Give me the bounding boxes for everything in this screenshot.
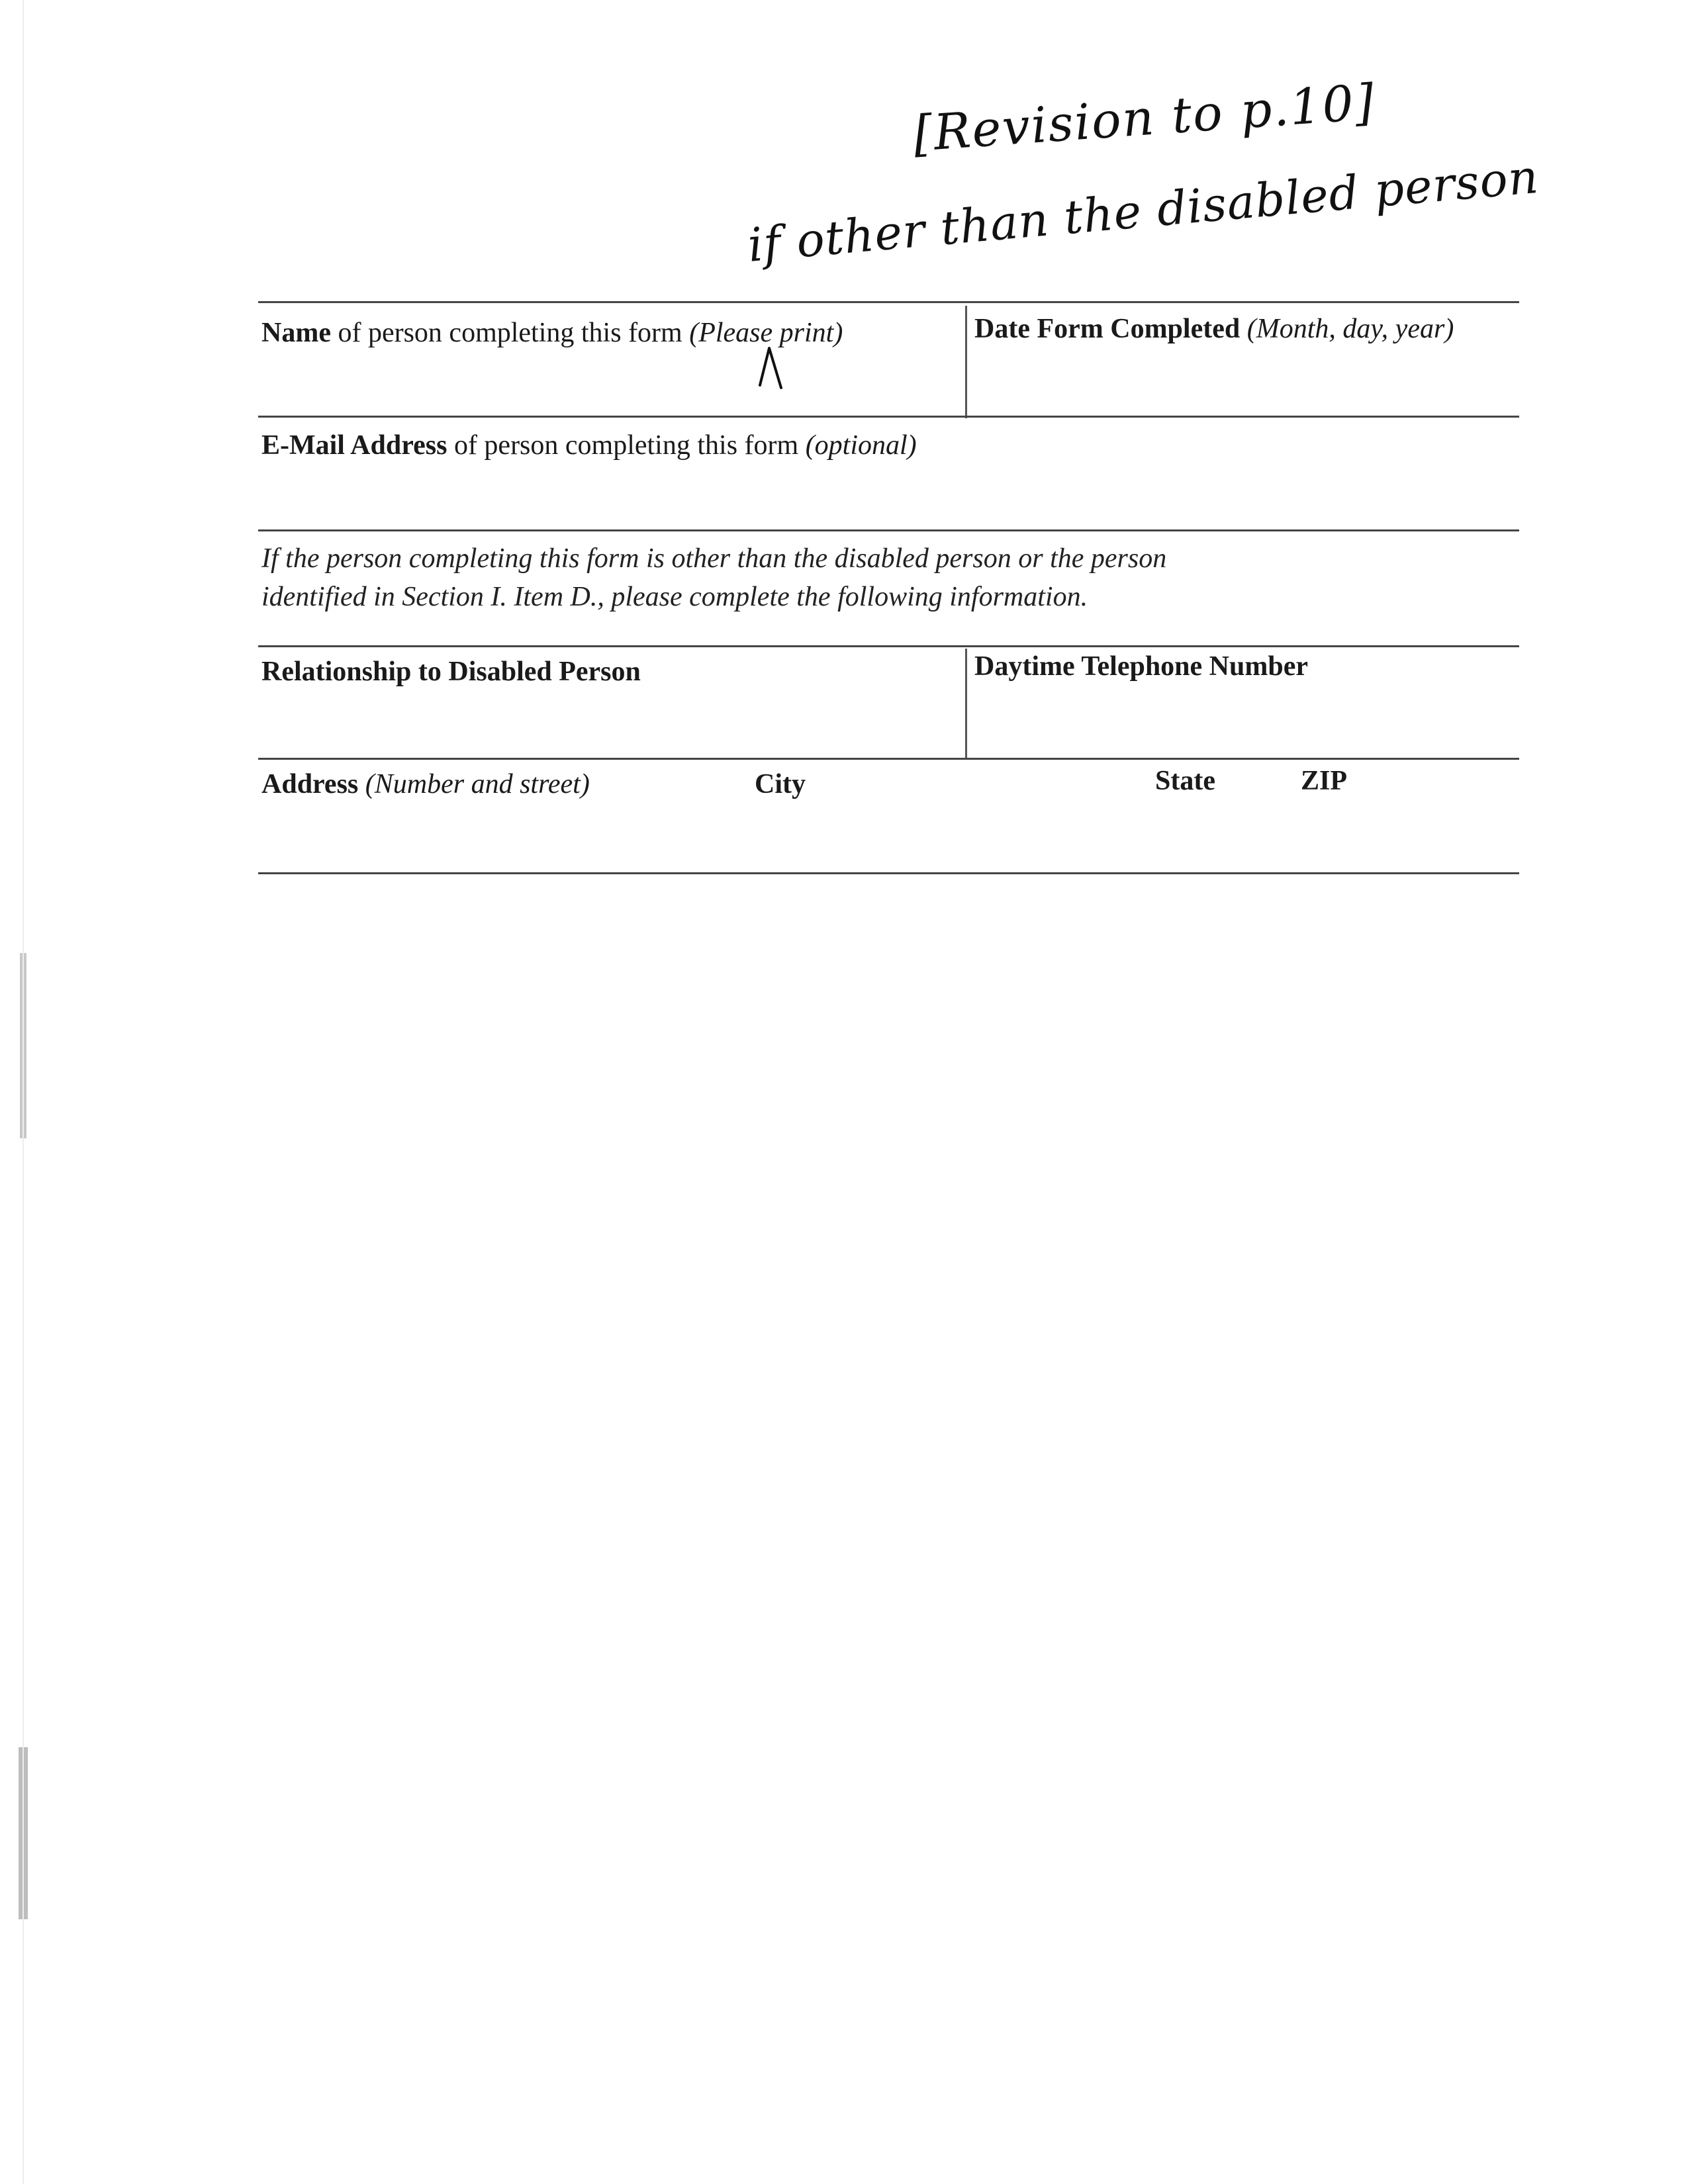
divider-bottom (258, 872, 1519, 874)
date-field-label: Date Form Completed (Month, day, year) (974, 314, 1454, 344)
divider-address-top (258, 758, 1519, 760)
divider-relationship-top (258, 645, 1519, 647)
address-label: Address (Number and street) (261, 769, 590, 799)
relationship-input-area[interactable] (258, 692, 960, 758)
date-input-area[interactable] (970, 351, 1519, 417)
relationship-label: Relationship to Disabled Person (261, 657, 641, 687)
email-field-label: E-Mail Address of person completing this form (optional) (261, 430, 917, 461)
name-input-area[interactable] (258, 351, 960, 417)
name-field-label: Name of person completing this form (Please print) (261, 318, 843, 348)
phone-label: Daytime Telephone Number (974, 651, 1308, 682)
state-label: State (1155, 766, 1215, 796)
divider-email-top (258, 416, 1519, 418)
scan-edge-artifact (0, 0, 40, 2184)
address-input-area[interactable] (258, 804, 1519, 870)
divider-instruction-top (258, 529, 1519, 531)
phone-input-area[interactable] (970, 688, 1519, 754)
zip-label: ZIP (1301, 766, 1348, 796)
instruction-text (261, 539, 1166, 616)
divider-top (258, 301, 1519, 303)
caret-mark (755, 344, 788, 390)
handwritten-note: if other than the disabled person (745, 149, 1541, 273)
email-input-area[interactable] (258, 467, 1519, 529)
instruction-line-2: identified in Section I. Item D., please complete the following information. (261, 582, 1088, 612)
handwritten-revision-note: [Revision to p.10] (912, 73, 1378, 163)
divider-relationship-phone (965, 649, 967, 760)
instruction-line-1: If the person completing this form is other than the disabled person or the person (261, 543, 1167, 574)
divider-name-date (965, 306, 967, 418)
city-label: City (755, 769, 806, 799)
